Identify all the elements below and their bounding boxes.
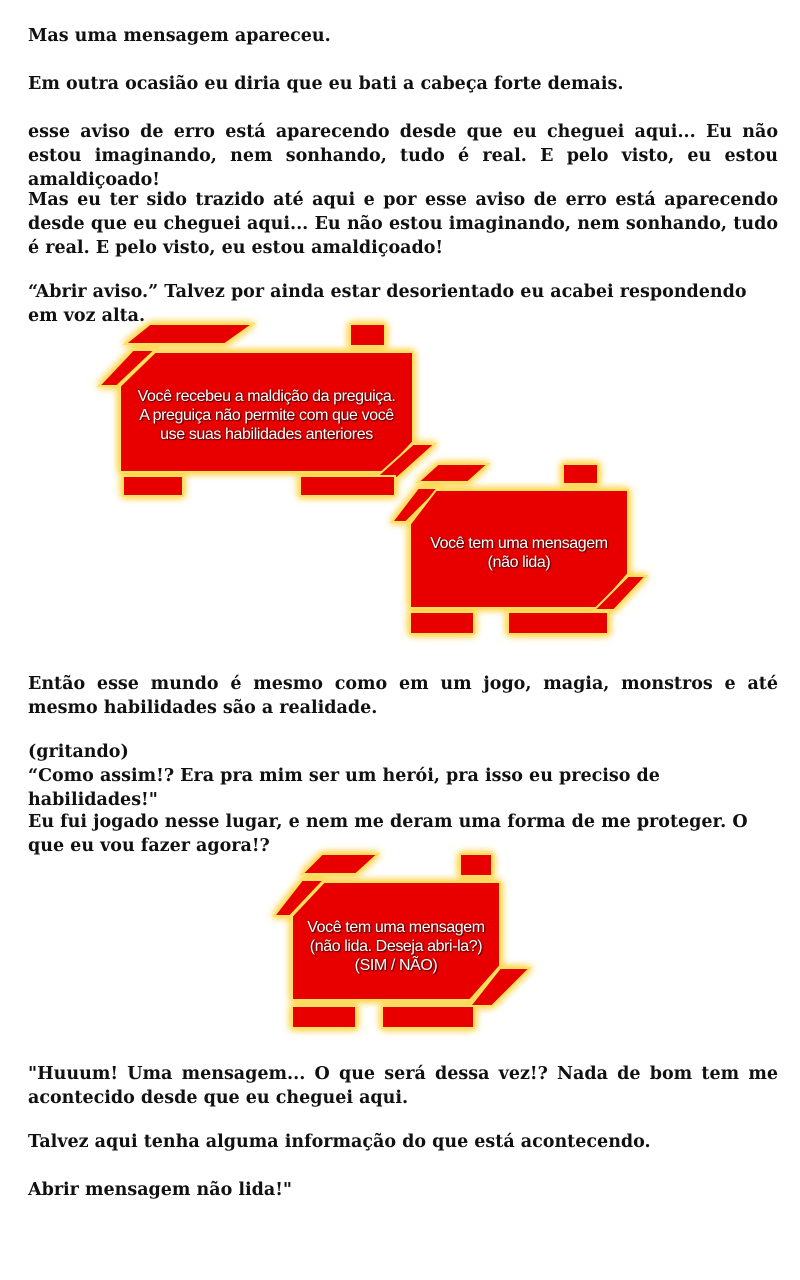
unread-panel-text xyxy=(410,518,628,588)
paragraph-6: Então esse mundo é mesmo como em um jogo, magia, monstros e até mesmo habilidades são a realidade. xyxy=(28,674,778,718)
paragraph-1: Mas uma mensagem apareceu. xyxy=(28,26,331,46)
curse-line-3: use suas habilidades anteriores xyxy=(160,425,373,443)
prompt-line-1: Você tem uma mensagem xyxy=(307,918,485,936)
paragraph-3: esse aviso de erro está aparecendo desde que eu cheguei aqui... Eu não estou imaginando, nem sonhando, tudo é real. E pelo visto, eu estou amaldiçoado! xyxy=(28,122,778,190)
prompt-line-2: (não lida. Deseja abri-la?) xyxy=(309,937,483,955)
paragraph-9: Eu fui jogado nesse lugar, e nem me deram uma forma de me proteger. O que eu vou fazer agora!? xyxy=(28,812,748,856)
curse-line-1: Você recebeu a maldição da preguiça. xyxy=(137,387,396,405)
unread-line-1: Você tem uma mensagem xyxy=(430,535,608,552)
paragraph-2: Em outra ocasião eu diria que eu bati a cabeça forte demais. xyxy=(28,74,624,94)
paragraph-12: Abrir mensagem não lida!" xyxy=(28,1180,293,1200)
curse-line-2: A preguiça não permite com que você xyxy=(139,406,394,424)
curse-panel-text xyxy=(120,370,413,460)
paragraph-7: (gritando) xyxy=(28,742,129,762)
paragraph-11: Talvez aqui tenha alguma informação do que está acontecendo. xyxy=(28,1132,651,1152)
paragraph-8: “Como assim!? Era pra mim ser um herói, pra isso eu preciso de habilidades!" xyxy=(28,766,660,810)
unread-message-panel xyxy=(388,460,648,640)
unread-line-2: (não lida) xyxy=(487,554,551,571)
paragraph-10: "Huuum! Uma mensagem... O que será dessa vez!? Nada de bom tem me acontecido desde que eu cheguei aqui. xyxy=(28,1064,778,1108)
prompt-line-3: (SIM / NÃO) xyxy=(354,956,438,974)
open-message-prompt-panel xyxy=(270,850,535,1035)
paragraph-5: “Abrir aviso.” Talvez por ainda estar desorientado eu acabei respondendo em voz alta. xyxy=(28,282,747,326)
prompt-panel-text xyxy=(292,906,500,986)
paragraph-4: Mas eu ter sido trazido até aqui e por esse aviso de erro está aparecendo desde que eu cheguei aqui... Eu não estou imaginando, nem sonhando, tudo é real. E pelo visto, eu estou amaldiçoado! xyxy=(28,190,778,258)
